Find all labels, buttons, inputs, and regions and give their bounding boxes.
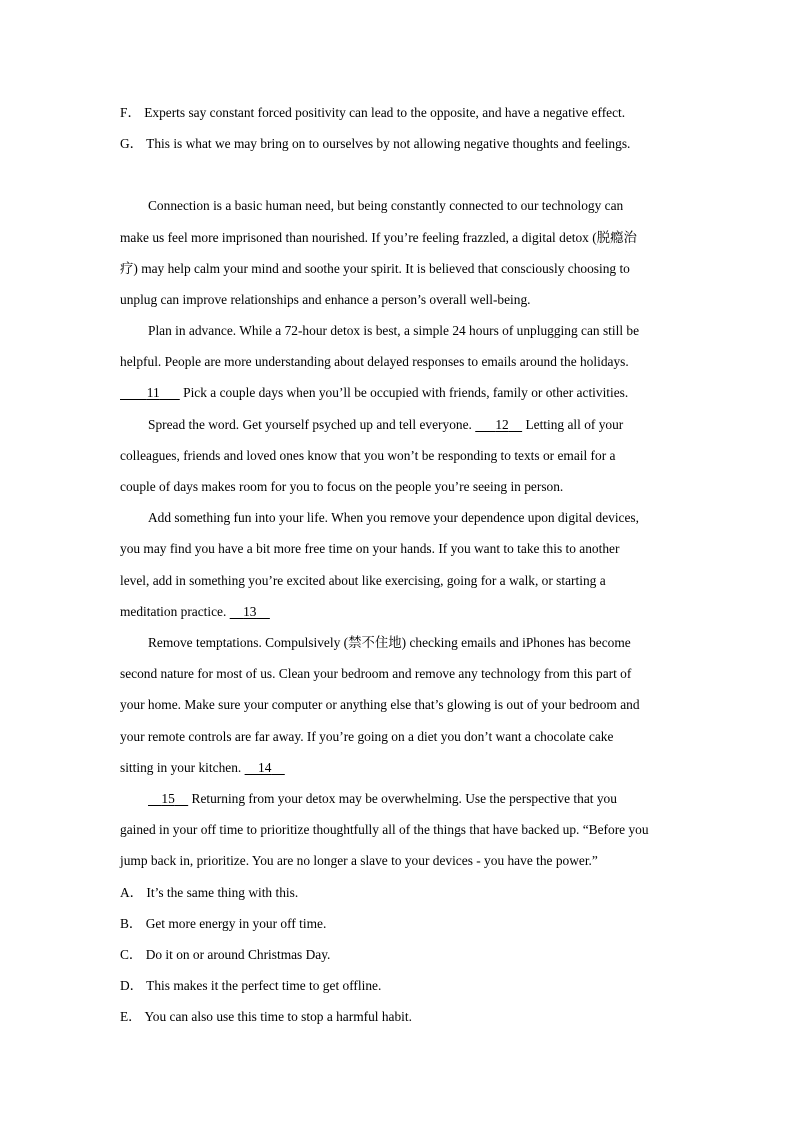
option-e xyxy=(120,1008,794,1026)
blank-13[interactable]: 13 xyxy=(243,604,257,619)
passage-line: helpful. People are more understanding about delayed responses to emails around the holidays. xyxy=(120,354,629,369)
option-letter: A． xyxy=(120,885,144,900)
passage-line: Spread the word. Get yourself psyched up and tell everyone. 12 Letting all of your xyxy=(148,417,624,432)
option-c xyxy=(120,946,794,964)
passage-line: Plan in advance. While a 72-hour detox is best, a simple 24 hours of unplugging can still be xyxy=(148,323,640,338)
option-letter: G． xyxy=(120,136,144,151)
passage-line: you may find you have a bit more free time on your hands. If you want to take this to another xyxy=(120,541,620,556)
option-text: Get more energy in your off time. xyxy=(145,916,327,931)
option-g xyxy=(120,135,794,153)
passage-line: couple of days makes room for you to focus on the people you’re seeing in person. xyxy=(120,479,564,494)
option-text: Experts say constant forced positivity can lead to the opposite, and have a negative effect. xyxy=(144,105,626,120)
blank-12[interactable]: 12 xyxy=(495,417,509,432)
option-text: This is what we may bring on to ourselves by not allowing negative thoughts and feelings. xyxy=(146,136,631,151)
passage-line: jump back in, prioritize. You are no longer a slave to your devices - you have the power.” xyxy=(120,853,598,868)
passage-line: unplug can improve relationships and enhance a person’s overall well-being. xyxy=(120,292,531,307)
option-b xyxy=(120,915,794,933)
passage-line: 15 Returning from your detox may be overwhelming. Use the perspective that you xyxy=(148,790,794,808)
option-f xyxy=(120,104,794,122)
option-letter: C． xyxy=(120,947,143,962)
passage-line: Remove temptations. Compulsively (禁不住地) checking emails and iPhones has become xyxy=(148,635,631,650)
option-d xyxy=(120,977,794,995)
passage-line: colleagues, friends and loved ones know that you won’t be responding to texts or email for a xyxy=(120,448,616,463)
passage-line: 疗) may help calm your mind and soothe your spirit. It is believed that consciously choosing to xyxy=(120,261,630,276)
passage-line: meditation practice. 13 xyxy=(120,603,794,621)
passage-line: sitting in your kitchen. 14 xyxy=(120,759,794,777)
blank-14[interactable]: 14 xyxy=(258,760,272,775)
blank-11[interactable]: 11 xyxy=(146,385,160,400)
passage-line: Connection is a basic human need, but being constantly connected to our technology can xyxy=(148,198,624,213)
option-text: You can also use this time to stop a harmful habit. xyxy=(144,1009,412,1024)
option-letter: E． xyxy=(120,1009,142,1024)
passage-line: second nature for most of us. Clean your bedroom and remove any technology from this part of xyxy=(120,666,632,681)
option-a xyxy=(120,884,794,902)
option-text: It’s the same thing with this. xyxy=(146,885,299,900)
option-text: Do it on or around Christmas Day. xyxy=(145,947,331,962)
passage-line: gained in your off time to prioritize thoughtfully all of the things that have backed up. “Before you xyxy=(120,822,649,837)
blank-15[interactable]: 15 xyxy=(161,791,175,806)
option-letter: D． xyxy=(120,978,144,993)
option-letter: F． xyxy=(120,105,141,120)
option-text: This makes it the perfect time to get offline. xyxy=(146,978,382,993)
passage-line: your home. Make sure your computer or anything else that’s glowing is out of your bedroom and xyxy=(120,697,640,712)
passage-line: 11 Pick a couple days when you’ll be occupied with friends, family or other activities. xyxy=(120,384,794,402)
passage-line: Add something fun into your life. When you remove your dependence upon digital devices, xyxy=(148,510,639,525)
passage-line: level, add in something you’re excited about like exercising, going for a walk, or starting a xyxy=(120,573,606,588)
passage-line: your remote controls are far away. If you’re going on a diet you don’t want a chocolate cake xyxy=(120,729,614,744)
option-letter: B． xyxy=(120,916,143,931)
passage-line: make us feel more imprisoned than nourished. If you’re feeling frazzled, a digital detox (脱瘾治 xyxy=(120,230,637,245)
